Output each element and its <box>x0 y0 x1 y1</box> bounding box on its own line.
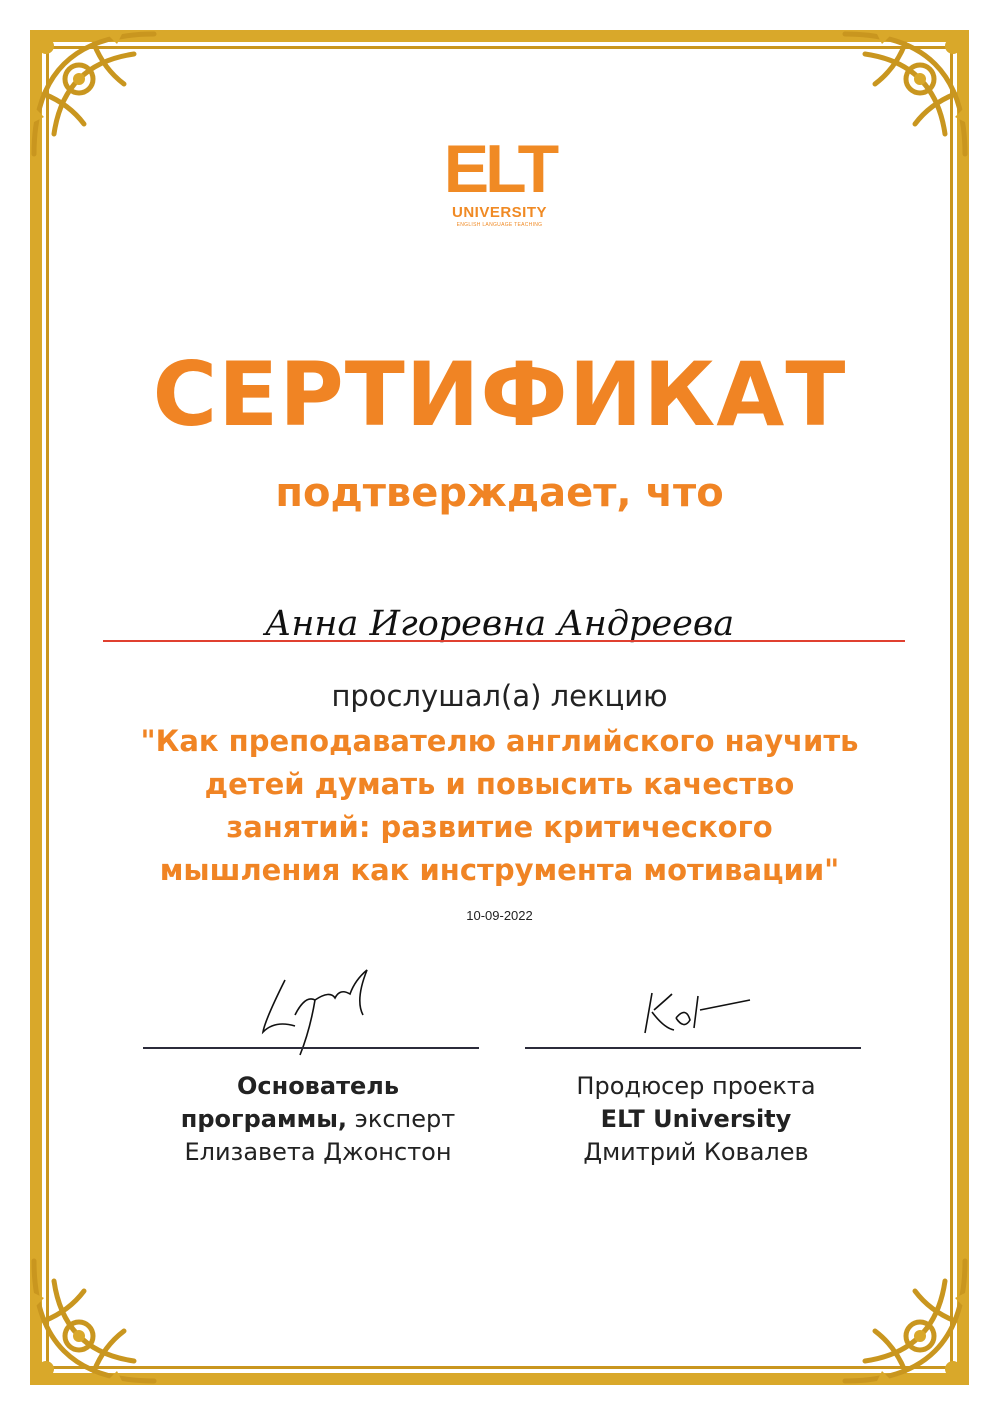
signer-name: Дмитрий Ковалев <box>583 1138 809 1166</box>
recipient-name: Анна Игоревна Андреева <box>264 604 735 644</box>
lecture-title <box>100 720 899 892</box>
lecture-line: мышления как инструмента мотивации" <box>159 853 840 887</box>
lecture-line: "Как преподавателю английского научить <box>140 724 859 758</box>
signer-name: Елизавета Джонстон <box>184 1138 452 1166</box>
name-underline <box>103 640 905 642</box>
signature-line-left <box>143 1047 479 1049</box>
elt-university-logo <box>0 131 999 228</box>
signer-role: эксперт <box>354 1105 456 1133</box>
signature-caption-left <box>128 1070 508 1169</box>
lecture-line: занятий: развитие критического <box>226 810 773 844</box>
logo-name: UNIVERSITY <box>451 204 547 221</box>
signer-role: программы, <box>180 1105 348 1133</box>
logo-tagline: ENGLISH LANGUAGE TEACHING <box>456 222 543 228</box>
lecture-line: детей думать и повысить качество <box>204 767 795 801</box>
signer-role: Основатель <box>236 1072 400 1100</box>
signer-role: Продюсер проекта <box>576 1072 816 1100</box>
certificate-subtitle: подтверждает, что <box>275 470 724 516</box>
signature-right-icon <box>640 988 760 1038</box>
signer-org: ELT University <box>600 1105 792 1133</box>
ornament-corner-icon <box>835 1251 975 1391</box>
logo-mark: ELT <box>443 131 556 207</box>
ornament-corner-icon <box>24 1251 164 1391</box>
certificate-date: 10-09-2022 <box>466 908 533 923</box>
certificate-title: СЕРТИФИКАТ <box>152 343 847 446</box>
signature-caption-right <box>506 1070 886 1169</box>
signature-left-icon <box>255 960 385 1060</box>
signature-line-right <box>525 1047 861 1049</box>
action-text: прослушал(а) лекцию <box>331 679 668 713</box>
